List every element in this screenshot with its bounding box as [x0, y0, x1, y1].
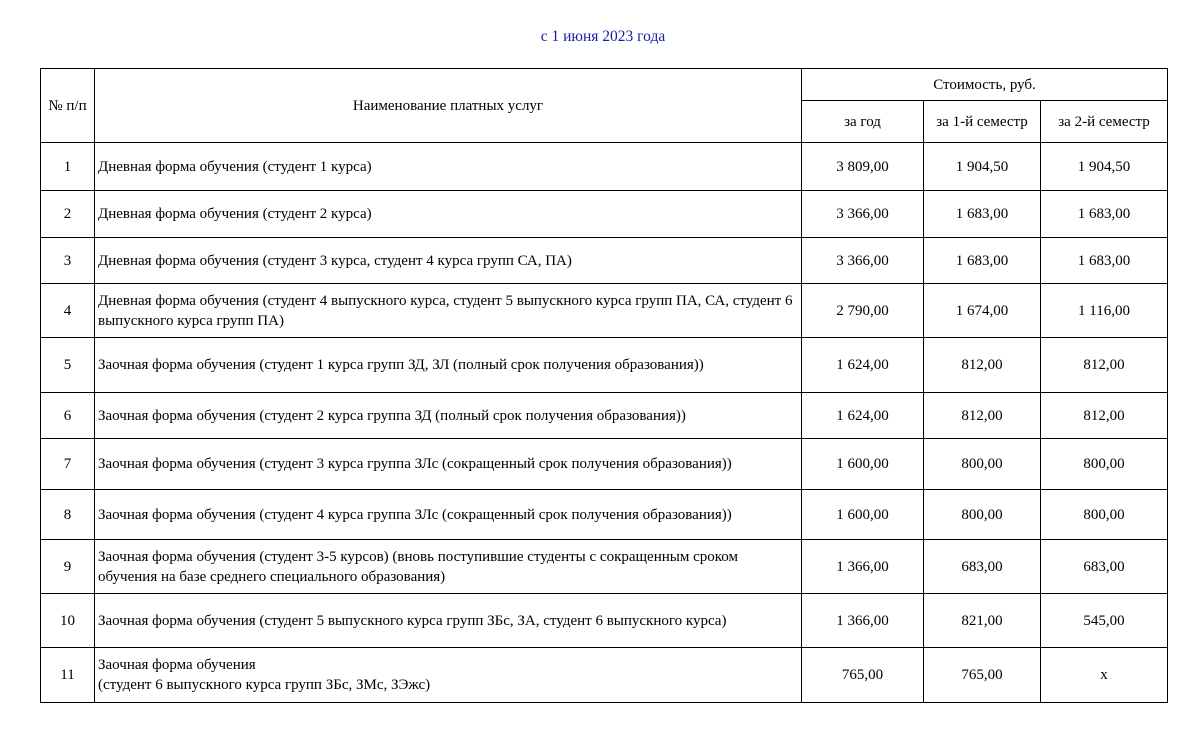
- row-cost-semester-1: 1 674,00: [924, 284, 1041, 338]
- table-row: [41, 238, 1168, 284]
- row-number: 3: [41, 238, 95, 284]
- fees-table: [40, 68, 1168, 703]
- table-row: [41, 338, 1168, 393]
- row-cost-year: 1 624,00: [802, 338, 924, 393]
- table-row: [41, 490, 1168, 540]
- row-cost-year: 1 624,00: [802, 393, 924, 439]
- row-cost-semester-2: 800,00: [1041, 439, 1168, 490]
- row-cost-semester-1: 683,00: [924, 540, 1041, 594]
- row-cost-semester-1: 1 683,00: [924, 191, 1041, 238]
- row-number: 10: [41, 594, 95, 648]
- row-cost-semester-1: 800,00: [924, 490, 1041, 540]
- row-cost-year: 1 366,00: [802, 540, 924, 594]
- row-cost-semester-1: 800,00: [924, 439, 1041, 490]
- row-service-name: Заочная форма обучения (студент 4 курса группа ЗЛс (сокращенный срок получения образования)): [95, 490, 802, 540]
- row-service-name: Дневная форма обучения (студент 1 курса): [95, 143, 802, 191]
- header-number: № п/п: [41, 69, 95, 143]
- row-cost-semester-2: 812,00: [1041, 338, 1168, 393]
- row-cost-year: 765,00: [802, 648, 924, 703]
- row-service-name: Заочная форма обучения (студент 1 курса групп ЗД, ЗЛ (полный срок получения образования)): [95, 338, 802, 393]
- row-cost-year: 3 366,00: [802, 238, 924, 284]
- row-number: 9: [41, 540, 95, 594]
- row-number: 5: [41, 338, 95, 393]
- row-cost-semester-1: 1 683,00: [924, 238, 1041, 284]
- row-cost-semester-1: 765,00: [924, 648, 1041, 703]
- table-row: [41, 393, 1168, 439]
- fees-table-body: [41, 143, 1168, 703]
- header-cost-group: Стоимость, руб.: [802, 69, 1168, 101]
- table-row: [41, 284, 1168, 338]
- document-subtitle: с 1 июня 2023 года: [540, 28, 666, 45]
- header-year: за год: [802, 101, 924, 143]
- header-semester-1: за 1-й семестр: [924, 101, 1041, 143]
- row-cost-year: 1 600,00: [802, 439, 924, 490]
- header-semester-2: за 2-й семестр: [1041, 101, 1168, 143]
- row-cost-semester-2: 812,00: [1041, 393, 1168, 439]
- row-service-name: Заочная форма обучения (студент 5 выпускного курса групп ЗБс, ЗА, студент 6 выпускного курса): [95, 594, 802, 648]
- row-number: 1: [41, 143, 95, 191]
- row-number: 11: [41, 648, 95, 703]
- row-cost-year: 1 600,00: [802, 490, 924, 540]
- row-service-name: Дневная форма обучения (студент 3 курса, студент 4 курса групп СА, ПА): [95, 238, 802, 284]
- row-cost-semester-2: 683,00: [1041, 540, 1168, 594]
- row-cost-semester-2: х: [1041, 648, 1168, 703]
- row-service-name: Заочная форма обучения (студент 2 курса группа ЗД (полный срок получения образования)): [95, 393, 802, 439]
- row-cost-year: 3 366,00: [802, 191, 924, 238]
- row-number: 7: [41, 439, 95, 490]
- row-cost-semester-2: 800,00: [1041, 490, 1168, 540]
- row-service-name: Заочная форма обучения (студент 6 выпускного курса групп ЗБс, ЗМс, ЗЭжс): [95, 648, 802, 703]
- row-cost-year: 3 809,00: [802, 143, 924, 191]
- row-number: 6: [41, 393, 95, 439]
- row-cost-semester-2: 1 683,00: [1041, 238, 1168, 284]
- row-cost-semester-2: 1 904,50: [1041, 143, 1168, 191]
- row-number: 8: [41, 490, 95, 540]
- row-service-name: Заочная форма обучения (студент 3-5 курсов) (вновь поступившие студенты с сокращенным сроком обучения на базе среднего специального образования): [95, 540, 802, 594]
- table-row: [41, 191, 1168, 238]
- row-number: 2: [41, 191, 95, 238]
- header-service: Наименование платных услуг: [95, 69, 802, 143]
- row-cost-year: 1 366,00: [802, 594, 924, 648]
- table-row: [41, 540, 1168, 594]
- row-service-name: Дневная форма обучения (студент 2 курса): [95, 191, 802, 238]
- table-row: [41, 439, 1168, 490]
- row-cost-semester-1: 821,00: [924, 594, 1041, 648]
- row-cost-semester-1: 1 904,50: [924, 143, 1041, 191]
- header-row-top: [41, 69, 1168, 101]
- row-number: 4: [41, 284, 95, 338]
- row-service-name: Дневная форма обучения (студент 4 выпускного курса, студент 5 выпускного курса групп ПА, СА, студент 6 выпускного курса групп ПА): [95, 284, 802, 338]
- row-cost-semester-1: 812,00: [924, 338, 1041, 393]
- row-cost-semester-2: 1 683,00: [1041, 191, 1168, 238]
- table-row: [41, 594, 1168, 648]
- row-cost-semester-1: 812,00: [924, 393, 1041, 439]
- row-cost-semester-2: 545,00: [1041, 594, 1168, 648]
- table-row: [41, 648, 1168, 703]
- table-row: [41, 143, 1168, 191]
- row-service-name: Заочная форма обучения (студент 3 курса группа ЗЛс (сокращенный срок получения образования)): [95, 439, 802, 490]
- row-cost-year: 2 790,00: [802, 284, 924, 338]
- row-cost-semester-2: 1 116,00: [1041, 284, 1168, 338]
